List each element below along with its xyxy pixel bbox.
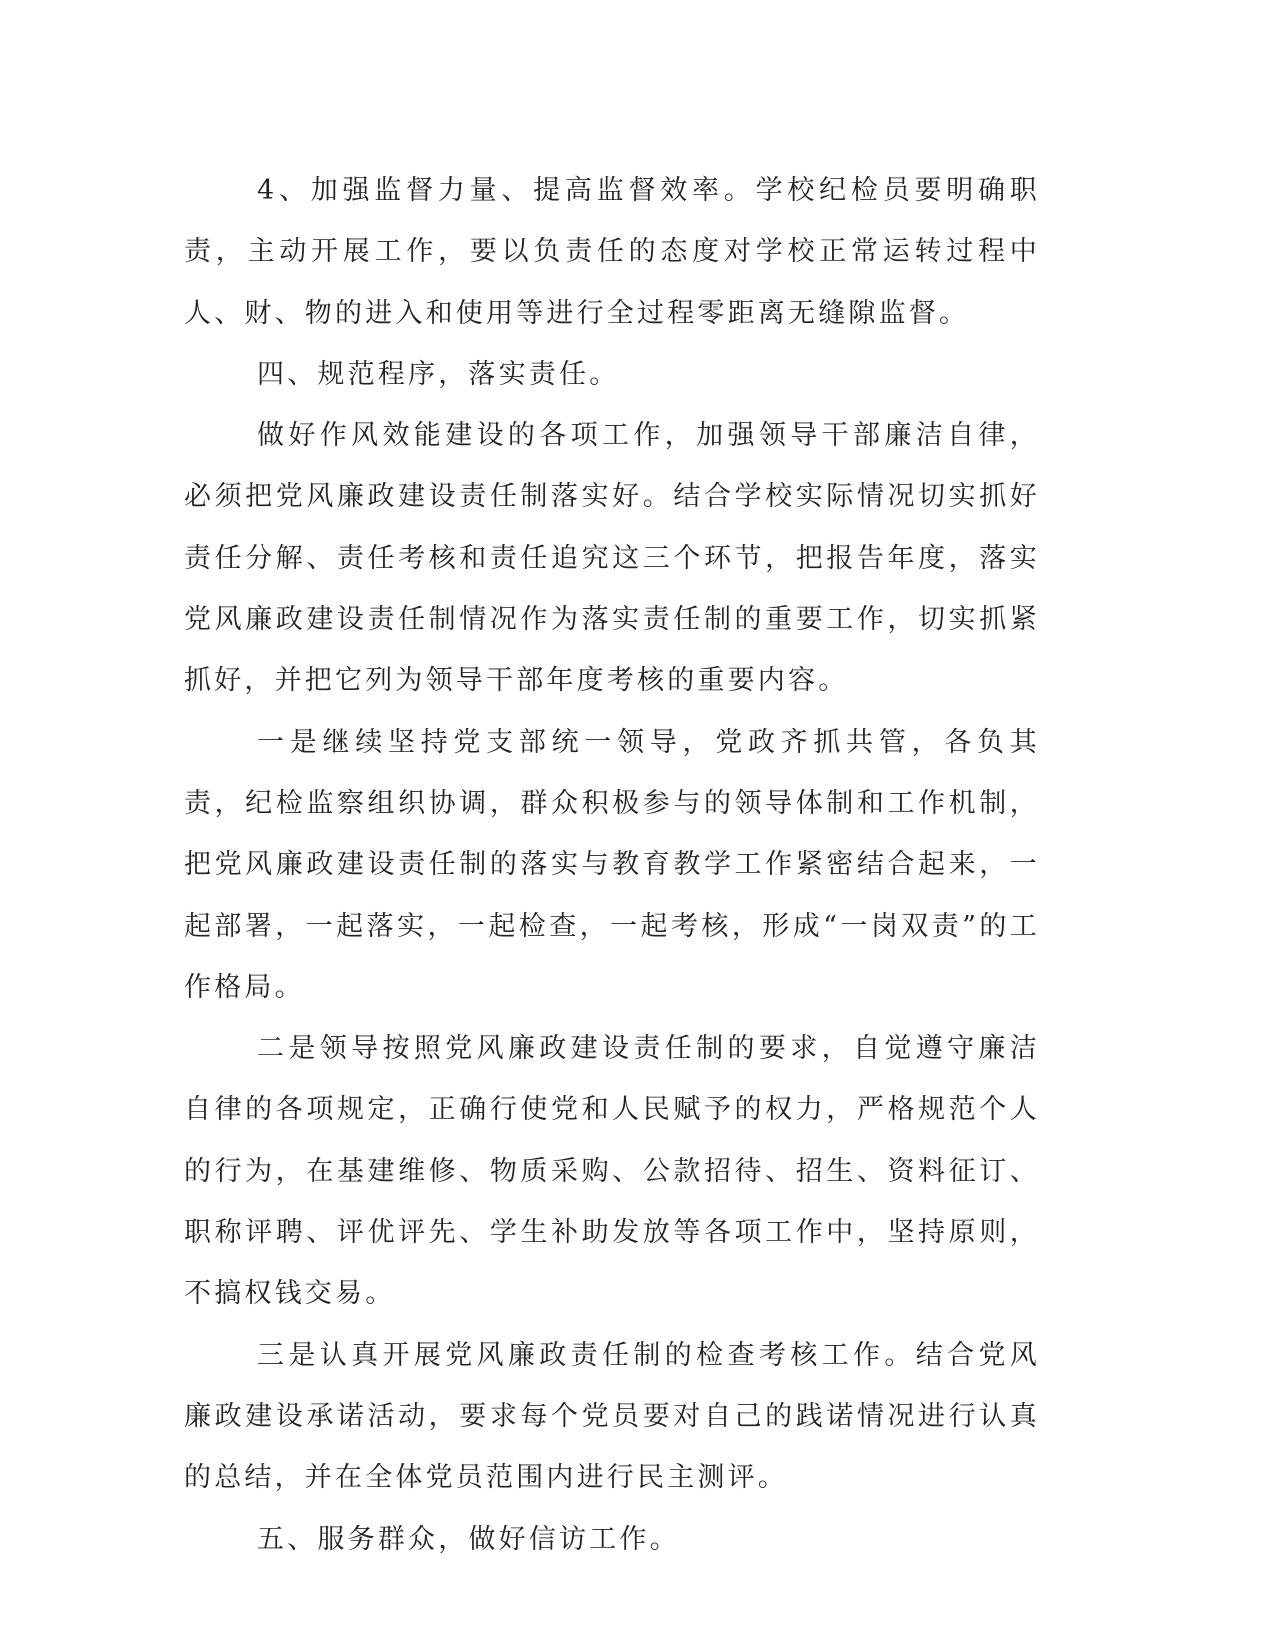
section-heading-five: 五、服务群众，做好信访工作。 [257, 1523, 680, 1555]
paragraph-point-two: 二是领导按照党风廉政建设责任制的要求，自觉遵守廉洁自律的各项规定，正确行使党和人民赋予的权力，严格规范个人的行为，在基建维修、物质采购、公款招待、招生、资料征订、职称评聘、评优评先、学生补助发放等各项工作中，坚持原则，不搞权钱交易。 [184, 1033, 1040, 1310]
paragraph-point-three: 三是认真开展党风廉政责任制的检查考核工作。结合党风廉政建设承诺活动，要求每个党员要对自己的践诺情况进行认真的总结，并在全体党员范围内进行民主测评。 [184, 1339, 1040, 1494]
section-heading-four: 四、规范程序，落实责任。 [257, 358, 620, 390]
paragraph-supervision: 4、加强监督力量、提高监督效率。学校纪检员要明确职责，主动开展工作，要以负责任的态度对学校正常运转过程中人、财、物的进入和使用等进行全过程零距离无缝隙监督。 [184, 175, 1040, 329]
paragraph-responsibility: 做好作风效能建设的各项工作，加强领导干部廉洁自律，必须把党风廉政建设责任制落实好。结合学校实际情况切实抓好责任分解、责任考核和责任追究这三个环节，把报告年度，落实党风廉政建设责任制情况作为落实责任制的重要工作，切实抓紧抓好，并把它列为领导干部年度考核的重要内容。 [184, 420, 1040, 697]
document-body [184, 160, 1040, 1570]
paragraph-point-one: 一是继续坚持党支部统一领导，党政齐抓共管，各负其责，纪检监察组织协调，群众积极参与的领导体制和工作机制，把党风廉政建设责任制的落实与教育教学工作紧密结合起来，一起部署，一起落实，一起检查，一起考核，形成“一岗双责”的工作格局。 [184, 726, 1040, 1003]
